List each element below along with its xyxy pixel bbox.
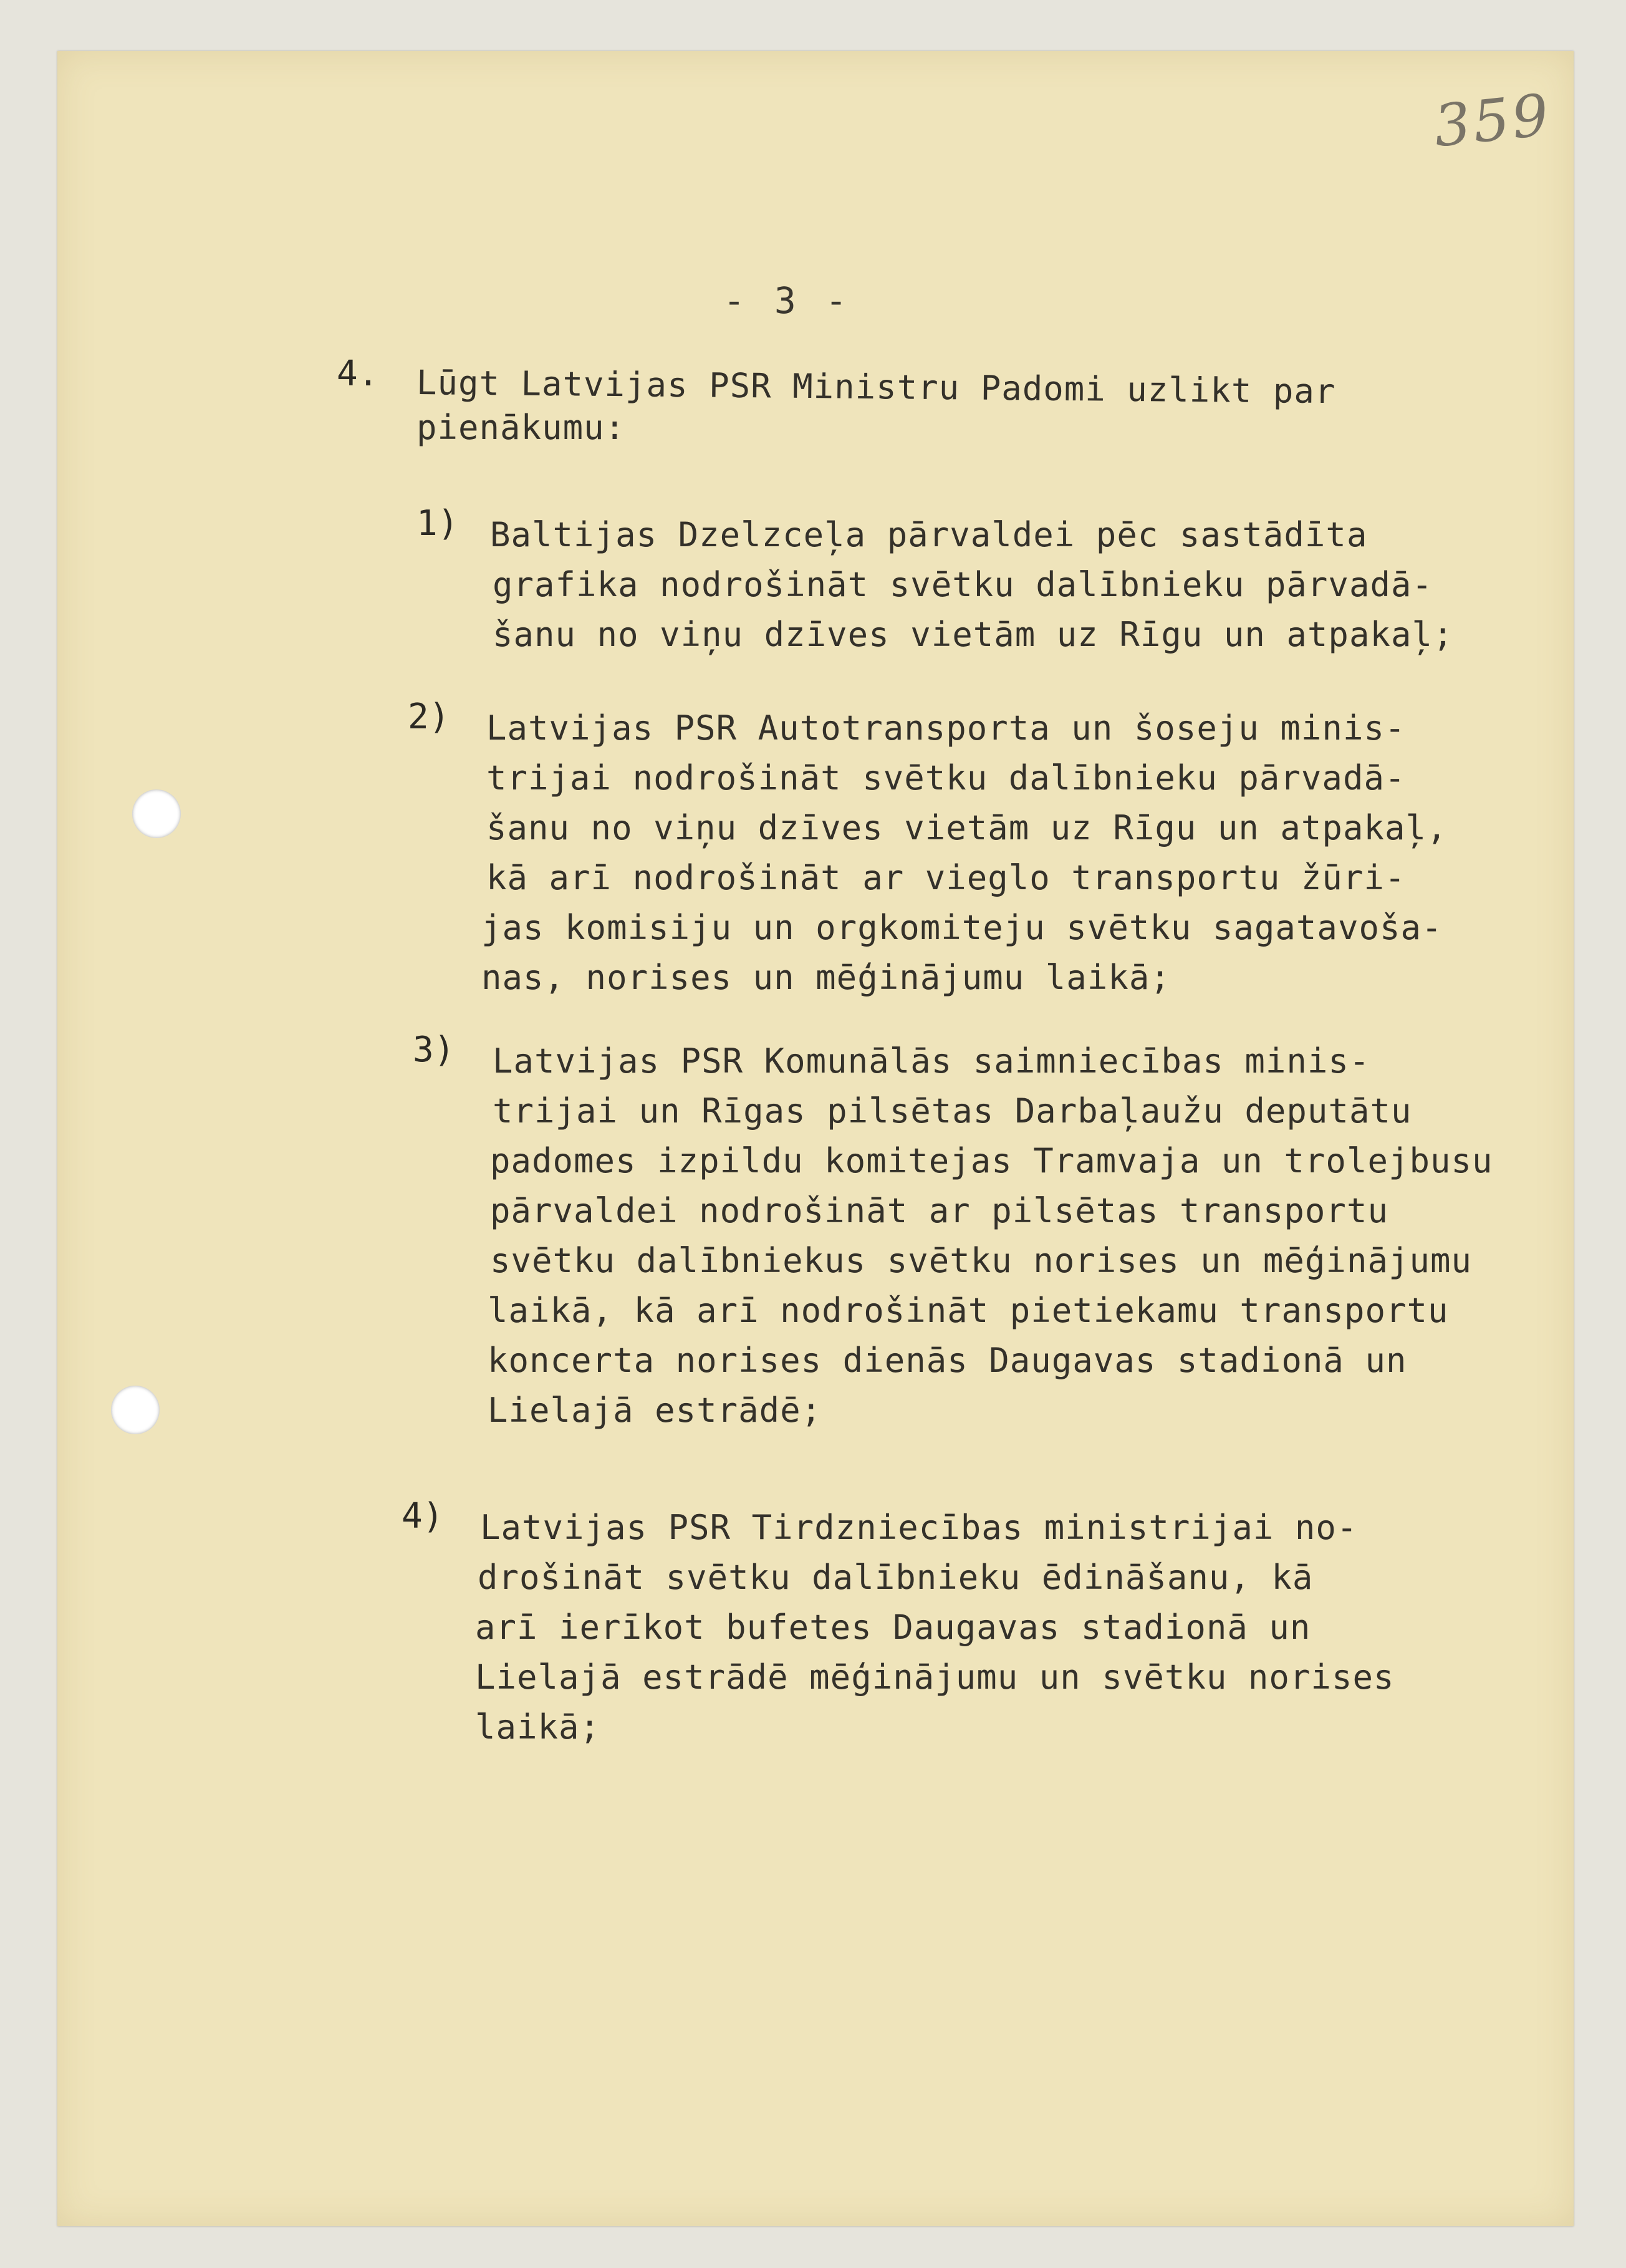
subitem-line: padomes izpildu komitejas Tramvaja un trolejbusu [490, 1141, 1493, 1180]
subitem-line: trijai nodrošināt svētku dalībnieku pārvadā- [486, 758, 1406, 798]
subitem-line: nas, norises un mēģinājumu laikā; [481, 958, 1171, 997]
subitem-number: 3) [413, 1030, 455, 1070]
item-line: Lūgt Latvijas PSR Ministru Padomi uzlikt par [416, 363, 1336, 412]
subitem-number: 1) [416, 503, 459, 544]
subitem-line: svētku dalībniekus svētku norises un mēģinājumu [490, 1241, 1473, 1280]
subitem-line: šanu no viņu dzīves vietām uz Rīgu un atpakaļ, [486, 808, 1448, 847]
punch-hole-top [132, 789, 181, 838]
subitem-line: Baltijas Dzelzceļa pārvaldei pēc sastādīta [490, 515, 1368, 554]
subitem-line: Latvijas PSR Tirdzniecības ministrijai no- [480, 1508, 1358, 1547]
subitem-line: jas komisiju un orgkomiteju svētku sagatavoša- [481, 908, 1443, 947]
subitem-line: laikā, kā arī nodrošināt pietiekamu transportu [488, 1291, 1449, 1330]
subitem-line: koncerta norises dienās Daugavas stadionā un [488, 1341, 1407, 1380]
subitem-line: drošināt svētku dalībnieku ēdināšanu, kā [478, 1558, 1314, 1597]
item-number: 4. [337, 354, 379, 394]
subitem-line: arī ierīkot bufetes Daugavas stadionā un [475, 1608, 1311, 1647]
subitem-line: šanu no viņu dzīves vietām uz Rīgu un atpakaļ; [493, 615, 1454, 654]
subitem-number: 2) [408, 697, 450, 737]
item-line: pienākumu: [416, 408, 626, 447]
subitem-line: laikā; [475, 1707, 601, 1747]
subitem-number: 4) [402, 1496, 444, 1537]
subitem-line: trijai un Rīgas pilsētas Darbaļaužu deputātu [493, 1091, 1412, 1131]
subitem-line: grafika nodrošināt svētku dalībnieku pārvadā- [493, 565, 1433, 604]
subitem-line: Latvijas PSR Autotransporta un šoseju minis- [486, 708, 1406, 748]
page-number: - 3 - [723, 279, 851, 322]
subitem-line: Latvijas PSR Komunālās saimniecības minis- [493, 1041, 1370, 1081]
archive-page-number: 359 [1430, 81, 1554, 160]
subitem-line: Lielajā estrādē; [488, 1391, 822, 1430]
punch-hole-bottom [111, 1386, 160, 1434]
subitem-line: pārvaldei nodrošināt ar pilsētas transportu [490, 1191, 1388, 1230]
subitem-line: Lielajā estrādē mēģinājumu un svētku norises [475, 1658, 1395, 1697]
subitem-line: kā arī nodrošināt ar vieglo transportu žūri- [486, 858, 1406, 897]
